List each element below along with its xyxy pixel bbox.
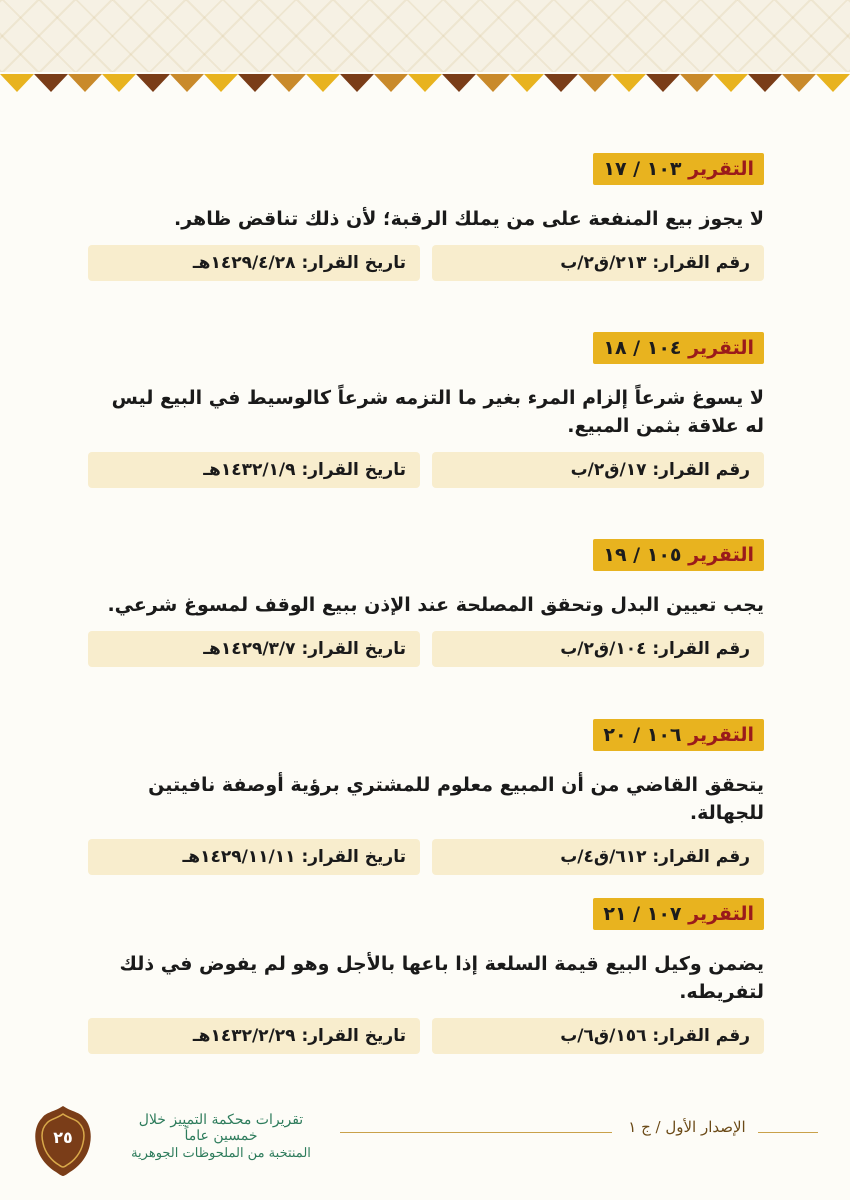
border-triangle [204, 74, 238, 92]
report-header-label: التقرير [688, 724, 754, 746]
report-header [593, 153, 764, 185]
report-text: لا يسوغ شرعاً إلزام المرء بغير ما التزمه شرعاً كالوسيط في البيع ليس له علاقة بثمن المبيع. [111, 387, 764, 437]
border-triangle [374, 74, 408, 92]
report-header [593, 898, 764, 930]
border-triangle [136, 74, 170, 92]
report-text: يجب تعيين البدل وتحقق المصلحة عند الإذن ببيع الوقف لمسوغ شرعي. [107, 594, 764, 616]
report-entry [88, 719, 764, 875]
book-title [116, 1112, 326, 1161]
decision-number: رقم القرار: ٢١٣/ق٢/ب [432, 245, 764, 281]
decision-number: رقم القرار: ٦١٢/ق٤/ب [432, 839, 764, 875]
report-entry [88, 539, 764, 667]
report-text: لا يجوز بيع المنفعة على من يملك الرقبة؛ لأن ذلك تناقض ظاهر. [173, 208, 764, 230]
report-header-number: ١٠٧ / ٢١ [603, 903, 682, 925]
report-text: يتحقق القاضي من أن المبيع معلوم للمشتري برؤية أوصفة نافيتين للجهالة. [148, 774, 764, 824]
border-triangle [408, 74, 442, 92]
report-header-number: ١٠٦ / ٢٠ [603, 724, 682, 746]
border-triangle [510, 74, 544, 92]
border-triangle [34, 74, 68, 92]
border-triangle [442, 74, 476, 92]
border-triangle [170, 74, 204, 92]
border-triangle [578, 74, 612, 92]
decision-date: تاريخ القرار: ١٤٢٩/١١/١١هـ [88, 839, 420, 875]
border-triangle [476, 74, 510, 92]
report-header [593, 332, 764, 364]
border-triangle [340, 74, 374, 92]
decision-info-row [88, 631, 764, 667]
border-triangle [238, 74, 272, 92]
decision-info-row [88, 452, 764, 488]
report-entry [88, 898, 764, 1054]
decorative-triangle-border [0, 70, 850, 104]
border-triangle [748, 74, 782, 92]
report-header-label: التقرير [688, 337, 754, 359]
border-triangle [816, 74, 850, 92]
decision-date: تاريخ القرار: ١٤٢٩/٣/٧هـ [88, 631, 420, 667]
border-triangle [646, 74, 680, 92]
border-triangle [0, 74, 34, 92]
report-header-number: ١٠٥ / ١٩ [603, 544, 682, 566]
footer-divider [758, 1132, 818, 1133]
border-triangle [714, 74, 748, 92]
footer-divider [340, 1132, 612, 1133]
report-header-number: ١٠٣ / ١٧ [603, 158, 682, 180]
border-triangle [680, 74, 714, 92]
border-triangle [272, 74, 306, 92]
decision-date: تاريخ القرار: ١٤٢٩/٤/٢٨هـ [88, 245, 420, 281]
decision-date: تاريخ القرار: ١٤٣٢/١/٩هـ [88, 452, 420, 488]
decision-info-row [88, 1018, 764, 1054]
decision-date: تاريخ القرار: ١٤٣٢/٢/٢٩هـ [88, 1018, 420, 1054]
decision-number: رقم القرار: ١٠٤/ق٢/ب [432, 631, 764, 667]
volume-label: الإصدار الأول / ج ١ [628, 1118, 746, 1136]
report-header-label: التقرير [688, 544, 754, 566]
report-header [593, 539, 764, 571]
border-triangle [782, 74, 816, 92]
report-header-label: التقرير [688, 903, 754, 925]
report-entry [88, 153, 764, 281]
border-triangle [306, 74, 340, 92]
report-text: يضمن وكيل البيع قيمة السلعة إذا باعها بالأجل وهو لم يفوض في ذلك لتفريطه. [119, 953, 764, 1003]
border-triangle [68, 74, 102, 92]
decision-number: رقم القرار: ١٥٦/ق٦/ب [432, 1018, 764, 1054]
page-number: ٢٥ [53, 1128, 73, 1147]
report-header-label: التقرير [688, 158, 754, 180]
book-subtitle-line: المنتخبة من الملحوظات الجوهرية [131, 1146, 311, 1161]
book-title-line: تقريرات محكمة التمييز خلال خمسين عاماً [138, 1112, 304, 1144]
report-header [593, 719, 764, 751]
decision-number: رقم القرار: ١٧/ق٢/ب [432, 452, 764, 488]
report-header-number: ١٠٤ / ١٨ [603, 337, 682, 359]
border-triangle [612, 74, 646, 92]
report-entry [88, 332, 764, 488]
decorative-header-pattern [0, 0, 850, 72]
decision-info-row [88, 245, 764, 281]
border-triangle [544, 74, 578, 92]
decision-info-row [88, 839, 764, 875]
border-triangle [102, 74, 136, 92]
